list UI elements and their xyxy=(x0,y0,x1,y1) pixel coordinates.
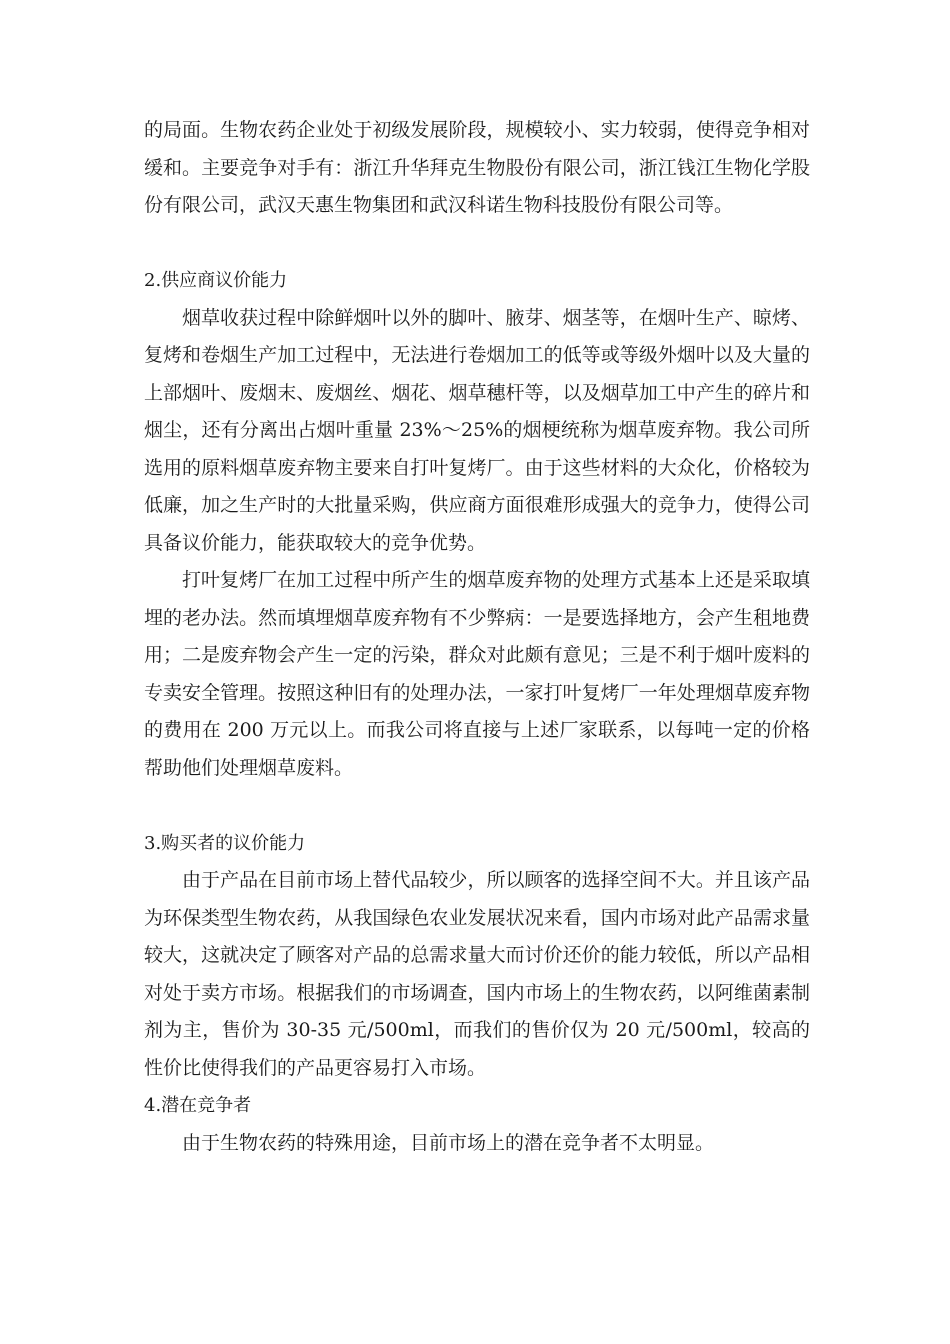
document-body xyxy=(144,112,810,1162)
section-heading-potential-competitors: 4.潜在竞争者 xyxy=(144,1095,252,1116)
supplier-paragraph-2: 打叶复烤厂在加工过程中所产生的烟草废弃物的处理方式基本上还是采取填埋的老办法。然而填埋烟草废弃物有不少弊病：一是要选择地方，会产生租地费用；二是废弃物会产生一定的污染，群众对此颇有意见；三是不利于烟叶废料的专卖安全管理。按照这种旧有的处理办法，一家打叶复烤厂一年处理烟草废弃物的费用在 200 万元以上。而我公司将直接与上述厂家联系，以每吨一定的价格帮助他们处理烟草废料。 xyxy=(144,569,810,779)
section-spacer xyxy=(144,225,810,263)
section-heading-buyer: 3.购买者的议价能力 xyxy=(144,832,306,854)
potential-competitors-paragraph-1: 由于生物农药的特殊用途，目前市场上的潜在竞争者不太明显。 xyxy=(182,1131,715,1154)
section-spacer xyxy=(144,787,810,825)
supplier-paragraph-1: 烟草收获过程中除鲜烟叶以外的脚叶、腋芽、烟茎等，在烟叶生产、晾烤、复烤和卷烟生产加工过程中，无法进行卷烟加工的低等或等级外烟叶以及大量的上部烟叶、废烟末、废烟丝、烟花、烟草穗杆等，以及烟草加工中产生的碎片和烟尘，还有分离出占烟叶重量 23%～25%的烟梗统称为烟草废弃物。我公司所选用的原料烟草废弃物主要来自打叶复烤厂。由于这些材料的大众化，价格较为低廉，加之生产时的大批量采购，供应商方面很难形成强大的竞争力，使得公司具备议价能力，能获取较大的竞争优势。 xyxy=(144,306,810,554)
intro-paragraph: 的局面。生物农药企业处于初级发展阶段，规模较小、实力较弱，使得竞争相对缓和。主要竞争对手有：浙江升华拜克生物股份有限公司，浙江钱江生物化学股份有限公司，武汉天惠生物集团和武汉科诺生物科技股份有限公司等。 xyxy=(144,119,810,216)
buyer-paragraph-1: 由于产品在目前市场上替代品较少，所以顾客的选择空间不大。并且该产品为环保类型生物农药，从我国绿色农业发展状况来看，国内市场对此产品需求量较大，这就决定了顾客对产品的总需求量大而讨价还价的能力较低，所以产品相对处于卖方市场。根据我们的市场调查，国内市场上的生物农药，以阿维菌素制剂为主，售价为 30-35 元/500ml，而我们的售价仅为 20 元/500ml，较高的性价比使得我们的产品更容易打入市场。 xyxy=(144,869,810,1079)
section-heading-supplier: 2.供应商议价能力 xyxy=(144,270,288,291)
